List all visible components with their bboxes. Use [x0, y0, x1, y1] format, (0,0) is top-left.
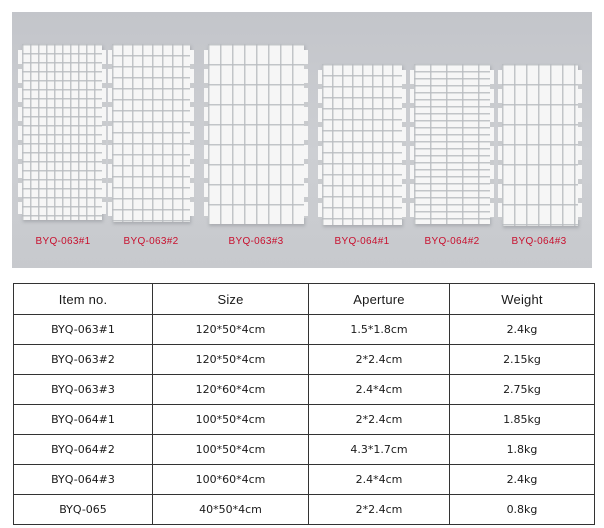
caption-byq-063-3: BYQ-063#3: [228, 236, 284, 247]
cell-item-no: BYQ-064#3: [14, 465, 153, 495]
cell-size: 100*50*4cm: [153, 435, 309, 465]
cell-weight: 1.8kg: [450, 435, 595, 465]
header-size: Size: [153, 284, 309, 315]
cell-aperture: 4.3*1.7cm: [309, 435, 450, 465]
cell-item-no: BYQ-064#2: [14, 435, 153, 465]
product-photo: [12, 12, 592, 268]
mesh-panel-byq-064-1: [322, 64, 402, 225]
cell-weight: 0.8kg: [450, 495, 595, 525]
cell-item-no: BYQ-063#1: [14, 315, 153, 345]
cell-aperture: 2*2.4cm: [309, 345, 450, 375]
table-header-row: [14, 284, 595, 315]
spec-table: [13, 283, 595, 525]
cell-size: 100*60*4cm: [153, 465, 309, 495]
cell-aperture: 1.5*1.8cm: [309, 315, 450, 345]
mesh-panel-byq-063-3: [208, 44, 304, 224]
cell-size: 120*50*4cm: [153, 315, 309, 345]
cell-aperture: 2.4*4cm: [309, 465, 450, 495]
cell-item-no: BYQ-063#2: [14, 345, 153, 375]
cell-size: 120*50*4cm: [153, 345, 309, 375]
caption-byq-064-3: BYQ-064#3: [511, 236, 567, 247]
cell-aperture: 2*2.4cm: [309, 495, 450, 525]
cell-weight: 2.4kg: [450, 315, 595, 345]
header-item-no: Item no.: [14, 284, 153, 315]
cell-weight: 1.85kg: [450, 405, 595, 435]
cell-size: 100*50*4cm: [153, 405, 309, 435]
cell-weight: 2.4kg: [450, 465, 595, 495]
table-row: [14, 465, 595, 495]
header-aperture: Aperture: [309, 284, 450, 315]
mesh-panel-byq-064-3: [502, 64, 578, 226]
table-row: [14, 495, 595, 525]
mesh-panel-byq-063-1: [22, 44, 102, 220]
caption-byq-063-2: BYQ-063#2: [123, 236, 179, 247]
caption-byq-063-1: BYQ-063#1: [35, 236, 91, 247]
cell-item-no: BYQ-065: [14, 495, 153, 525]
mesh-panel-byq-063-2: [112, 44, 190, 222]
cell-item-no: BYQ-063#3: [14, 375, 153, 405]
table-row: [14, 345, 595, 375]
cell-size: 120*60*4cm: [153, 375, 309, 405]
cell-weight: 2.75kg: [450, 375, 595, 405]
table-row: [14, 315, 595, 345]
header-weight: Weight: [450, 284, 595, 315]
table-row: [14, 435, 595, 465]
caption-byq-064-2: BYQ-064#2: [424, 236, 480, 247]
table-row: [14, 405, 595, 435]
cell-aperture: 2.4*4cm: [309, 375, 450, 405]
cell-size: 40*50*4cm: [153, 495, 309, 525]
cell-aperture: 2*2.4cm: [309, 405, 450, 435]
mesh-panel-byq-064-2: [414, 64, 490, 224]
cell-item-no: BYQ-064#1: [14, 405, 153, 435]
cell-weight: 2.15kg: [450, 345, 595, 375]
table-row: [14, 375, 595, 405]
caption-byq-064-1: BYQ-064#1: [334, 236, 390, 247]
